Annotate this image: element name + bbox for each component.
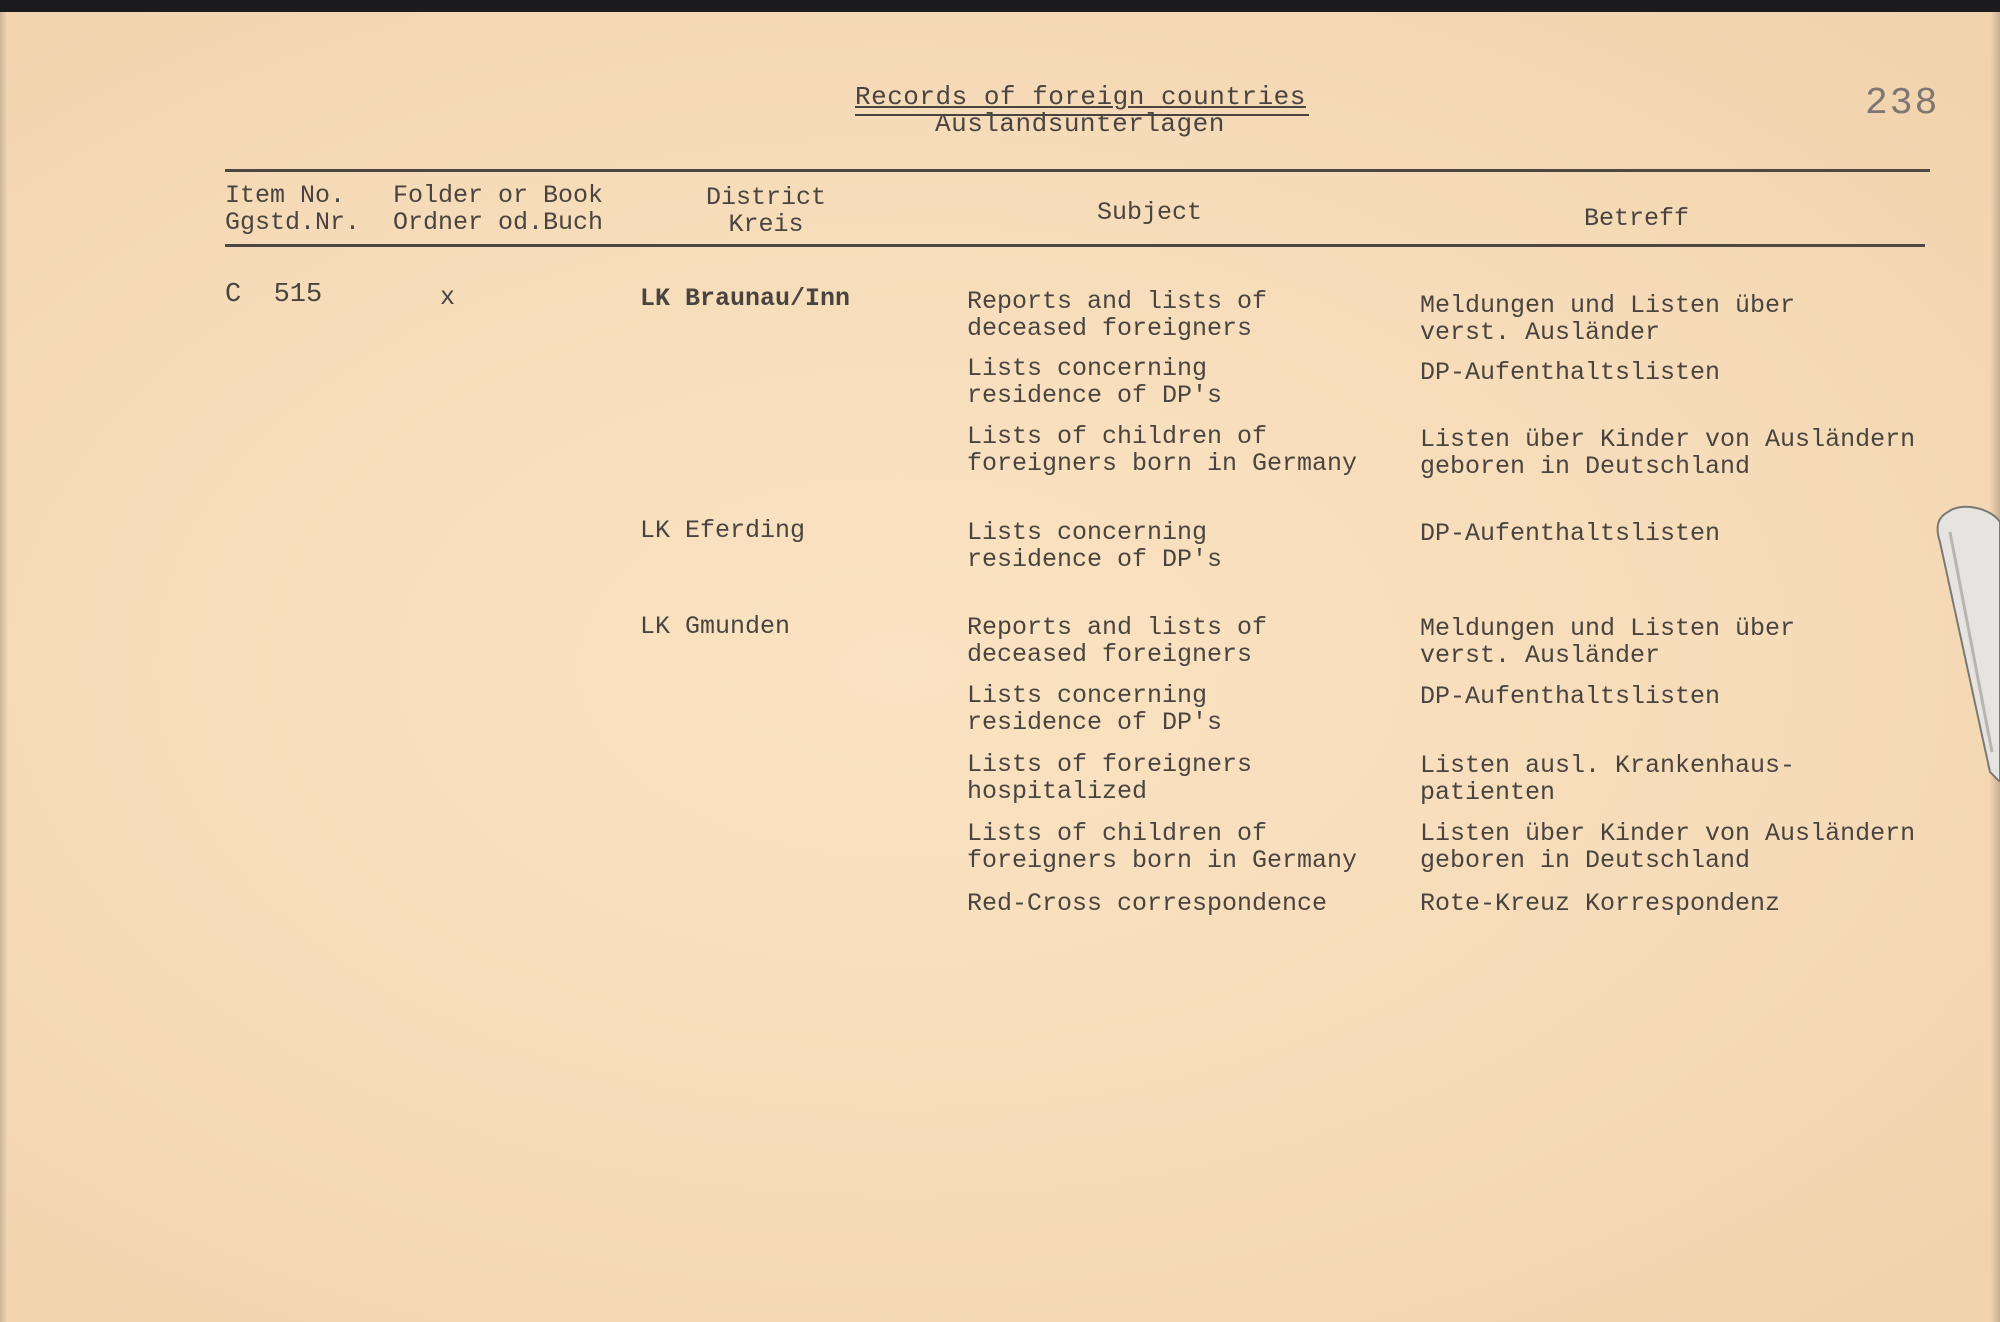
subject-entry: Lists of children of foreigners born in Germany xyxy=(967,819,1358,875)
district-name: LK Gmunden xyxy=(640,612,791,641)
document-title: Records of foreign countries xyxy=(855,82,1306,112)
subject-entry: Lists concerning residence of DP's xyxy=(967,518,1223,574)
subject-entry: Lists concerning residence of DP's xyxy=(967,354,1223,410)
header-rule-top xyxy=(225,169,1930,172)
item-number: C 515 xyxy=(225,280,323,310)
header-rule-bottom xyxy=(225,244,1925,247)
betreff-entry: DP-Aufenthaltslisten xyxy=(1420,682,1721,711)
subject-entry: Reports and lists of deceased foreigners xyxy=(967,613,1268,669)
column-header-subject: Subject xyxy=(1097,198,1203,227)
pen-tip-icon xyxy=(1930,502,2000,782)
betreff-entry: Meldungen und Listen über verst. Ausländer xyxy=(1420,614,1796,670)
subject-entry: Red-Cross correspondence xyxy=(967,889,1328,918)
subject-entry: Lists concerning residence of DP's xyxy=(967,681,1223,737)
district-name: LK Eferding xyxy=(640,516,806,545)
column-header-item-no: Item No. Ggstd.Nr. xyxy=(225,181,361,237)
district-name: LK Braunau/Inn xyxy=(640,284,851,313)
betreff-entry: Meldungen und Listen über verst. Ausländer xyxy=(1420,291,1796,347)
page-edge-left xyxy=(0,12,8,1322)
subject-entry: Lists of children of foreigners born in Germany xyxy=(967,422,1358,478)
betreff-entry: DP-Aufenthaltslisten xyxy=(1420,358,1721,387)
betreff-entry: Rote-Kreuz Korrespondenz xyxy=(1420,889,1781,918)
column-header-betreff: Betreff xyxy=(1584,204,1690,233)
betreff-entry: Listen über Kinder von Ausländern geboren in Deutschland xyxy=(1420,425,1916,481)
column-header-folder-book: Folder or Book Ordner od.Buch xyxy=(393,181,604,237)
document-page xyxy=(0,12,2000,1322)
subject-entry: Reports and lists of deceased foreigners xyxy=(967,287,1268,343)
folder-mark: x xyxy=(440,283,456,312)
betreff-entry: Listen über Kinder von Ausländern geboren in Deutschland xyxy=(1420,819,1916,875)
page-number: 238 xyxy=(1865,82,1940,125)
subject-entry: Lists of foreigners hospitalized xyxy=(967,750,1253,806)
document-subtitle: Auslandsunterlagen xyxy=(935,109,1225,139)
betreff-entry: Listen ausl. Krankenhaus- patienten xyxy=(1420,751,1796,807)
betreff-entry: DP-Aufenthaltslisten xyxy=(1420,519,1721,548)
column-header-district: District Kreis xyxy=(706,183,827,239)
